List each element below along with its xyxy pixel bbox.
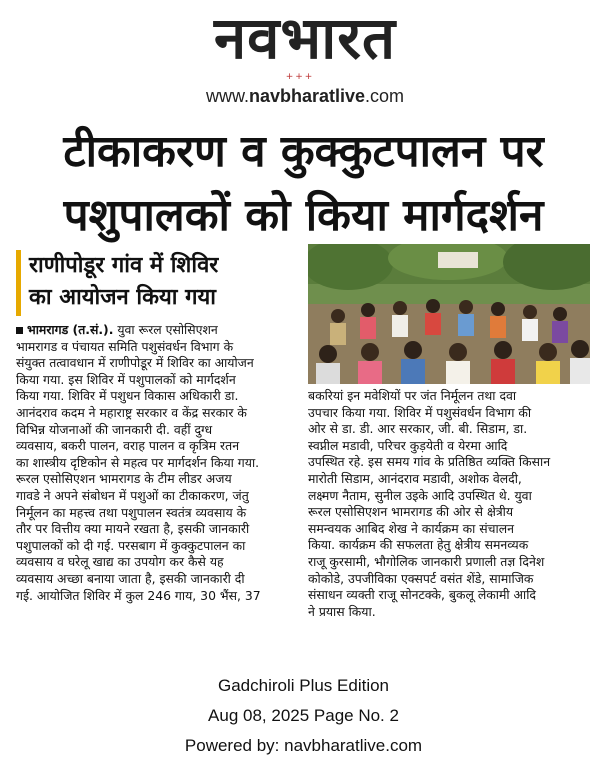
article-line: व्यवसाय, बकरी पालन, वराह पालन व कृत्रिम रतन [16, 438, 240, 454]
article-line: स्वप्नील मडावी, परिचर कुड़येती व येरमा आदि [308, 437, 508, 453]
article-line: ने प्रयास किया. [308, 603, 376, 619]
logo-ornament: +++ [285, 72, 315, 82]
article-first-line-text: युवा रूरल एसोसिएशन [113, 322, 218, 337]
article-line: ओर से डा. डी. आर सरकार, जी. बी. सिडाम, डा. [308, 421, 528, 437]
article-line: किया गया. इस शिविर में पशुपालकों को मार्गदर्शन [16, 371, 236, 387]
article-line: व्यवसाय अच्छा बनाया जाता है, इसकी जानकारी दी [16, 570, 245, 586]
date-page-label: Aug 08, 2025 Page No. 2 [208, 706, 399, 725]
article-line: संसाधन व्यक्ती राजू सोनटक्के, बुकलू लेकामी आदि [308, 587, 536, 603]
url-prefix: www. [205, 86, 249, 106]
article-line: मारोती सिडाम, आनंदराव मडावी, अशोक वेलदी, [308, 470, 522, 486]
url-suffix: .com [365, 86, 405, 106]
article-column-2 [308, 388, 590, 620]
article-line: संयुक्त तत्वावधान में राणीपोडूर में शिविर का आयोजन [16, 355, 254, 371]
article-line: किया गया. शिविर में पशुधन विकास अधिकारी डा. [16, 388, 239, 404]
article-line: निर्मूलन का महत्त्व तथा पशुपालन स्वतंत्र व्यवसाय के [16, 504, 247, 520]
article-line: समन्वयक आबिद शेख ने कार्यक्रम का संचालन [308, 520, 514, 536]
subheadline-line-1: राणीपोडूर गांव में शिविर [29, 253, 219, 278]
article-dateline: भामरागड (त.सं.). [27, 322, 114, 337]
article-line: लक्ष्मण नैताम, सुनील उइके आदि उपस्थित थे. युवा [308, 487, 532, 503]
headline-line-1: टीकाकरण व कुक्कुटपालन पर [63, 126, 544, 177]
article-column-1 [16, 322, 304, 604]
subheadline [16, 250, 298, 316]
article-line: कोकोडे, उपजीविका एक्सपर्ट वसंत शेंडे, सामाजिक [308, 570, 534, 586]
article-line: का शास्त्रीय दृष्टिकोन से महत्व पर मार्गदर्शन किया गया. [16, 454, 260, 470]
article-line: भामरागड व पंचायत समिति पशुसंवर्धन विभाग के [16, 338, 234, 354]
article-line: व्यवसाय व घरेलू खाद्य का उपयोग कर कैसे यह [16, 554, 224, 570]
article-line: उपचार किया गया. शिविर में पशुसंवर्धन विभाग की [308, 404, 532, 420]
article-line: विभिन्न योजनाओं की जानकारी दी. वहीं दुग्ध [16, 421, 213, 437]
article-line: गई. आयोजित शिविर में कुल 246 गाय, 30 भैंस, 37 [16, 587, 261, 603]
article-line: तौर पर वित्तीय क्या मायने रखता है, इसकी जानकारी [16, 521, 250, 537]
article-line: किया. कार्यक्रम की सफलता हेतु क्षेत्रीय समनव्यक [308, 537, 529, 553]
website-url [160, 86, 450, 107]
masthead [0, 0, 607, 115]
url-brand: navbharatlive [248, 86, 366, 106]
subheadline-line-2: का आयोजन किया गया [29, 285, 216, 310]
bullet-icon [16, 327, 23, 334]
article-line: बकरियां इन मवेशियों पर जंत निर्मूलन तथा दवा [308, 388, 517, 403]
edition-label: Gadchiroli Plus Edition [217, 676, 390, 695]
article-line: गावडे ने अपने संबोधन में पशुओं का टीकाकरण, जंतु [16, 487, 249, 503]
article-first-line [16, 322, 304, 339]
headline-line-2: पशुपालकों को किया मार्गदर्शन [63, 190, 544, 241]
article-line: रूरल एसोसिएशन भामरागड के टीम लीडर अजय [16, 471, 232, 487]
article-line: उपस्थित रहे. इस समय गांव के प्रतिष्ठित व्यक्ति किसान [308, 454, 551, 470]
article-line: पशुपालकों को दी गई. परसबाग में कुक्कुटपालन का [16, 537, 246, 553]
article-line: राजू कुरसामी, भौगोलिक जानकारी प्रणाली तज्ञ दिनेश [308, 553, 545, 569]
powered-by-link[interactable]: Powered by: navbharatlive.com [184, 736, 423, 755]
news-photo [308, 244, 590, 384]
article-line: रूरल एसोसिएशन भामरागड की ओर से क्षेत्रीय [308, 504, 514, 520]
photo-illustration [308, 244, 590, 384]
newspaper-logo: नवभारत [213, 4, 397, 72]
article-line: आनंदराव कदम ने महाराष्ट्र सरकार व केंद्र सरकार के [16, 404, 247, 420]
